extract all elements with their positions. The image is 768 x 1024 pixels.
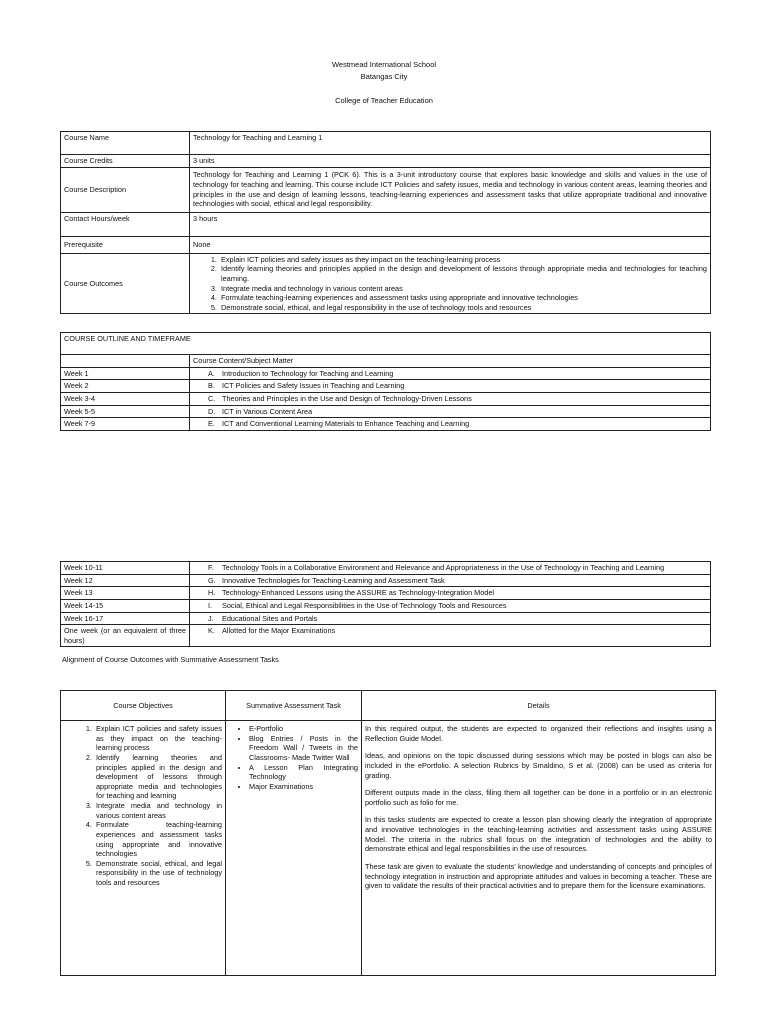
topic-cell: [190, 625, 711, 647]
course-name-row: [61, 132, 711, 155]
course-credits-row: [61, 155, 711, 168]
list-item: 1. Explain ICT policies and safety issues as they impact on the teaching-learning process: [219, 255, 707, 265]
topic-text: Technology Tools in a Collaborative Environment and Relevance and Appropriateness in the Use of Technology in Teaching and Learning: [222, 563, 665, 572]
course-description-value: Technology for Teaching and Learning 1 (PCK 6). This is a 3-unit introductory course that explores basic knowledge and skills and values in the use of technology for teaching and learning. This course include ICT Policies and safety issues, media and technology in various content areas, learning theories and principles in the use and design of learning lessons, teaching-learning experiences and assessment tasks that utilize appropriate traditional and innovative technologies with social, ethical and legal responsibility.: [190, 167, 711, 212]
week-cell: Week 3-4: [61, 392, 190, 405]
prerequisite-value: None: [190, 236, 711, 253]
detail-paragraph: Ideas, and opinions on the topic discussed during sessions which may be posted in blogs can also be included in the ePortfolio. A selection Rubrics by Smaldino, S et al. (2008) can be used as criteria for grading.: [365, 751, 712, 780]
list-item: • Blog Entries / Posts in the Freedom Wall / Tweets in the Classrooms- Made Twitter Wall: [249, 734, 358, 763]
outline-content-header: Course Content/Subject Matter: [190, 355, 711, 368]
tasks-cell: [226, 721, 362, 976]
detail-paragraph: These task are given to evaluate the students' knowledge and understanding of concepts and principles of technology integration in instruction and appropriate attitudes and values in becoming a teacher. These are given to validate the results of their practical activities and to prepare them for the licensure examinations.: [365, 861, 712, 891]
topic-text: ICT Policies and Safety Issues in Teaching and Learning: [222, 381, 405, 391]
week-cell: Week 2: [61, 380, 190, 393]
course-objectives-header: Course Objectives: [61, 691, 226, 721]
week-cell: Week 16-17: [61, 612, 190, 625]
topic-letter: G.: [208, 575, 216, 585]
topic-text: ICT in Various Content Area: [222, 406, 313, 416]
list-item: 4. Formulate teaching-learning experiences and assessment tasks using appropriate and innovative technologies: [219, 293, 707, 303]
course-outcomes-label: Course Outcomes: [61, 253, 190, 314]
table-row: [61, 405, 711, 418]
course-outline-table-continued: [60, 561, 711, 647]
topic-cell: [190, 587, 711, 600]
prerequisite-label: Prerequisite: [61, 236, 190, 253]
school-name: Westmead International School: [331, 60, 437, 69]
topic-wrap: [208, 563, 707, 573]
topic-letter: F.: [208, 563, 214, 572]
course-credits-label: Course Credits: [61, 155, 190, 168]
table-row: [61, 380, 711, 393]
topic-cell: [190, 599, 711, 612]
table-row: [61, 599, 711, 612]
list-item: • A Lesson Plan Integrating Technology: [249, 763, 358, 782]
detail-paragraph: Different outputs made in the class, filing them all together can be done in a portfolio or in an electronic portfolio such as folio for me.: [365, 788, 712, 807]
course-outline-table: [60, 332, 711, 431]
week-cell: Week 7-9: [61, 418, 190, 431]
school-city: Batangas City: [360, 72, 408, 81]
topic-text: Educational Sites and Portals: [222, 613, 318, 623]
topic-cell: [190, 392, 711, 405]
week-cell: Week 5-5: [61, 405, 190, 418]
table-row: [61, 392, 711, 405]
alignment-title: Alignment of Course Outcomes with Summative Assessment Tasks: [62, 655, 279, 664]
topic-letter: E.: [208, 419, 215, 429]
course-description-label: Course Description: [61, 167, 190, 212]
topic-text: Technology-Enhanced Lessons using the ASSURE as Technology-Integration Model: [222, 588, 495, 598]
list-item: 4. Formulate teaching-learning experiences and assessment tasks using appropriate and innovative technologies: [94, 820, 222, 859]
topic-letter: D.: [208, 406, 216, 416]
list-item: 5. Demonstrate social, ethical, and legal responsibility in the use of technology tools and resources: [94, 859, 222, 888]
list-item: 2. Identify learning theories and principles applied in the design and development of lessons through appropriate media and technologies for teaching and learning: [94, 753, 222, 801]
table-row: [61, 587, 711, 600]
week-cell: Week 1: [61, 367, 190, 380]
week-cell: One week (or an equivalent of three hours): [61, 625, 190, 647]
topic-text: Social, Ethical and Legal Responsibilities in the Use of Technology Tools and Resources: [222, 600, 507, 610]
topic-cell: [190, 367, 711, 380]
course-credits-value: 3 units: [190, 155, 711, 168]
detail-paragraph: In this required output, the students are expected to organized their reflections and insights using a Reflection Guide Model.: [365, 724, 712, 743]
prerequisite-row: [61, 236, 711, 253]
topic-cell: [190, 405, 711, 418]
outline-title: COURSE OUTLINE AND TIMEFRAME: [61, 333, 711, 355]
outline-title-row: [61, 333, 711, 355]
table-row: [61, 612, 711, 625]
list-item: 3. Integrate media and technology in various content areas: [94, 801, 222, 820]
topic-letter: K.: [208, 626, 215, 636]
objectives-cell: [61, 721, 226, 976]
table-row: [61, 574, 711, 587]
week-cell: Week 14-15: [61, 599, 190, 612]
topic-letter: J.: [208, 613, 214, 623]
contact-hours-label: Contact Hours/week: [61, 212, 190, 236]
topic-text: Theories and Principles in the Use and Design of Technology-Driven Lessons: [222, 393, 472, 403]
course-outcomes-list: [193, 255, 707, 313]
course-info-table: [60, 131, 711, 314]
list-item: • Major Examinations: [249, 782, 358, 792]
alignment-body-row: [61, 721, 716, 976]
list-item: • E-Portfolio: [249, 724, 358, 734]
objectives-list: [64, 724, 222, 888]
topic-letter: H.: [208, 588, 216, 598]
list-item: 2. Identify learning theories and principles applied in the design and development of lessons through appropriate media and technologies for teaching learning.: [219, 264, 707, 283]
course-name-label: Course Name: [61, 132, 190, 155]
college-name: College of Teacher Education: [335, 96, 433, 105]
course-description-row: [61, 167, 711, 212]
list-item: 5. Demonstrate social, ethical, and legal responsibility in the use of technology tools and resources: [219, 303, 707, 313]
assessment-task-header: Summative Assessment Task: [226, 691, 362, 721]
alignment-header-row: [61, 691, 716, 721]
course-name-value: Technology for Teaching and Learning 1: [190, 132, 711, 155]
topic-cell: [190, 562, 711, 575]
table-row: [61, 625, 711, 647]
topic-letter: I.: [208, 600, 213, 610]
contact-hours-row: [61, 212, 711, 236]
topic-text: ICT and Conventional Learning Materials to Enhance Teaching and Learning: [222, 419, 470, 429]
course-outcomes-row: [61, 253, 711, 314]
topic-cell: [190, 612, 711, 625]
week-cell: Week 13: [61, 587, 190, 600]
contact-hours-value: 3 hours: [190, 212, 711, 236]
tasks-list: [229, 724, 358, 791]
topic-letter: B.: [208, 381, 215, 391]
table-row: [61, 418, 711, 431]
details-header: Details: [362, 691, 716, 721]
table-row: [61, 367, 711, 380]
topic-text: Innovative Technologies for Teaching-Learning and Assessment Task: [222, 575, 445, 585]
week-cell: Week 10-11: [61, 562, 190, 575]
course-outcomes-cell: [190, 253, 711, 314]
outline-week-header: [61, 355, 190, 368]
table-row: [61, 562, 711, 575]
topic-text: Allotted for the Major Examinations: [222, 626, 336, 636]
topic-text: Introduction to Technology for Teaching and Learning: [222, 368, 394, 378]
alignment-table: [60, 690, 716, 976]
topic-cell: [190, 418, 711, 431]
topic-cell: [190, 574, 711, 587]
detail-paragraph: In this tasks students are expected to create a lesson plan showing clearly the integration of appropriate and innovative technologies in the teaching-learning activities and assessment tasks using ASSURE Model. The criteria in the rubrics shall focus on the integration of technologies and the ability to demonstrate ethical and legal responsibilities in the use of resources.: [365, 815, 712, 854]
details-cell: [362, 721, 716, 976]
topic-cell: [190, 380, 711, 393]
week-cell: Week 12: [61, 574, 190, 587]
list-item: 1. Explain ICT policies and safety issues as they impact on the teaching-learning process: [94, 724, 222, 753]
list-item: 3. Integrate media and technology in various content areas: [219, 284, 707, 294]
topic-letter: C.: [208, 393, 216, 403]
topic-letter: A.: [208, 368, 215, 378]
outline-header-row: [61, 355, 711, 368]
